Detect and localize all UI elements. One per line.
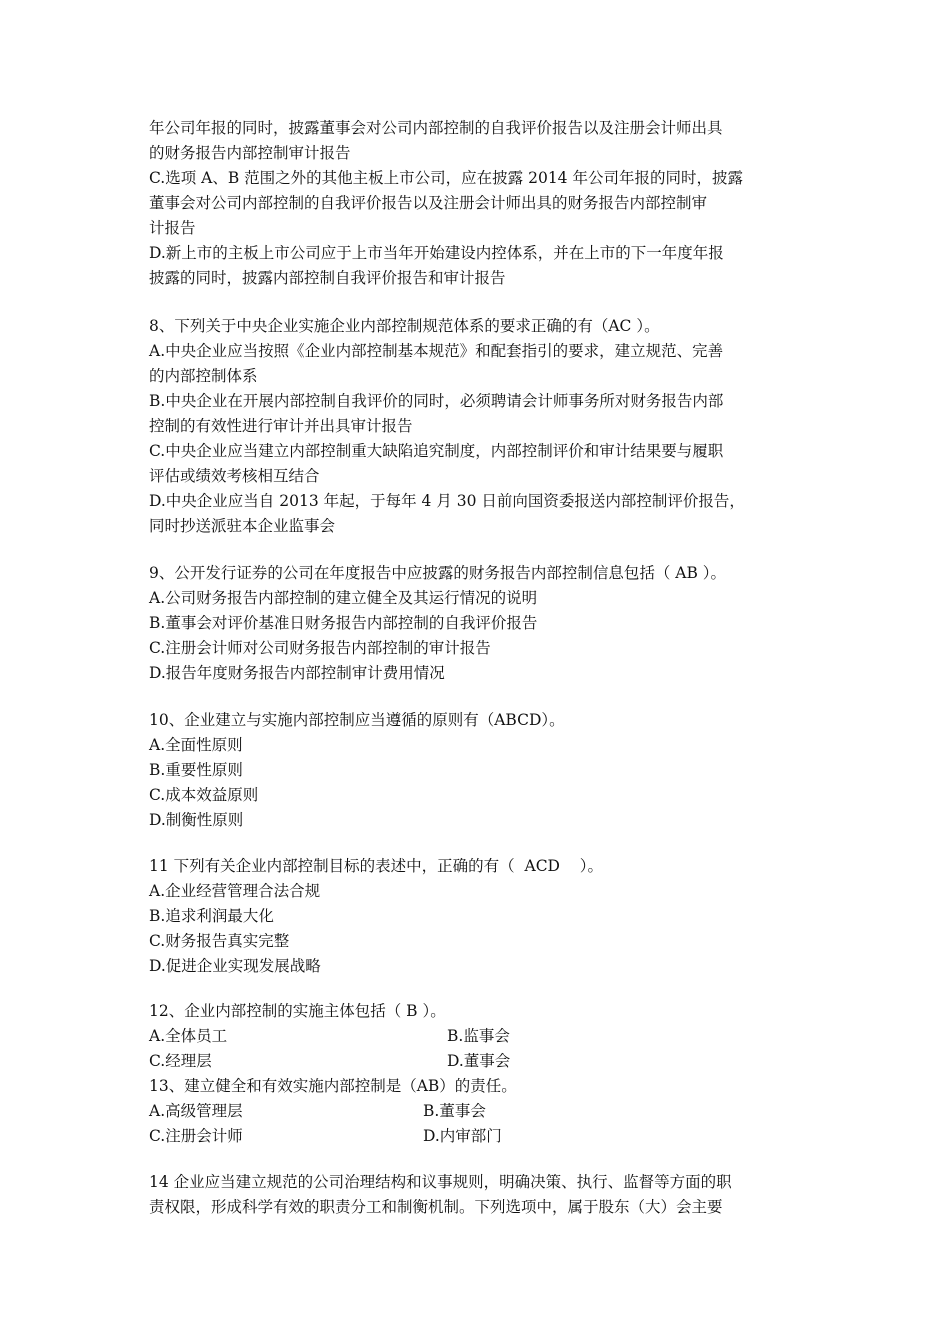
q11-option-a: A.企业经营管理合法合规 bbox=[149, 882, 321, 900]
q7-option-d-line-2: 披露的同时，披露内部控制自我评价报告和审计报告 bbox=[149, 269, 506, 287]
q7-text-line-1: 年公司年报的同时，披露董事会对公司内部控制的自我评价报告以及注册会计师出具 bbox=[149, 119, 723, 137]
q13-option-b: B.董事会 bbox=[423, 1102, 486, 1120]
q13-option-c: C.注册会计师 bbox=[149, 1127, 243, 1145]
q11-option-d: D.促进企业实现发展战略 bbox=[149, 957, 321, 975]
q10-option-c: C.成本效益原则 bbox=[149, 786, 259, 804]
q8-option-b-line-2: 控制的有效性进行审计并出具审计报告 bbox=[149, 417, 413, 435]
q8-option-a-line-2: 的内部控制体系 bbox=[149, 367, 258, 385]
q8-option-c-line-1: C.中央企业应当建立内部控制重大缺陷追究制度，内部控制评价和审计结果要与履职 bbox=[149, 442, 724, 460]
q14-question-line-1: 14 企业应当建立规范的公司治理结构和议事规则，明确决策、执行、监督等方面的职 bbox=[149, 1173, 732, 1191]
q11-question: 11 下列有关企业内部控制目标的表述中，正确的有（ ACD ）。 bbox=[149, 857, 603, 875]
q7-text-line-2: 的财务报告内部控制审计报告 bbox=[149, 144, 351, 162]
q7-option-d-line-1: D.新上市的主板上市公司应于上市当年开始建设内控体系，并在上市的下一年度年报 bbox=[149, 244, 724, 262]
q9-option-c: C.注册会计师对公司财务报告内部控制的审计报告 bbox=[149, 639, 491, 657]
q13-option-a: A.高级管理层 bbox=[149, 1102, 243, 1120]
q10-question: 10、企业建立与实施内部控制应当遵循的原则有（ABCD）。 bbox=[149, 711, 565, 729]
q7-option-c-line-3: 计报告 bbox=[149, 219, 196, 237]
q14-question-line-2: 责权限，形成科学有效的职责分工和制衡机制。下列选项中，属于股东（大）会主要 bbox=[149, 1198, 723, 1216]
q8-option-d-line-1: D.中央企业应当自 2013 年起，于每年 4 月 30 日前向国资委报送内部控制评价报告， bbox=[149, 492, 745, 510]
q7-option-c-line-1: C.选项 A、B 范围之外的其他主板上市公司，应在披露 2014 年公司年报的同时，披露 bbox=[149, 169, 743, 187]
q8-question: 8、下列关于中央企业实施企业内部控制规范体系的要求正确的有（AC ）。 bbox=[149, 317, 660, 335]
q9-question: 9、公开发行证券的公司在年度报告中应披露的财务报告内部控制信息包括（ AB ）。 bbox=[149, 564, 727, 582]
q12-option-d: D.董事会 bbox=[447, 1052, 511, 1070]
q10-option-a: A.全面性原则 bbox=[149, 736, 243, 754]
q9-option-a: A.公司财务报告内部控制的建立健全及其运行情况的说明 bbox=[149, 589, 538, 607]
q12-option-b: B.监事会 bbox=[447, 1027, 510, 1045]
q12-question: 12、企业内部控制的实施主体包括（ B ）。 bbox=[149, 1002, 446, 1020]
q12-option-a: A.全体员工 bbox=[149, 1027, 228, 1045]
q13-option-d: D.内审部门 bbox=[423, 1127, 502, 1145]
q10-option-d: D.制衡性原则 bbox=[149, 811, 244, 829]
q11-option-b: B.追求利润最大化 bbox=[149, 907, 274, 925]
q8-option-a-line-1: A.中央企业应当按照《企业内部控制基本规范》和配套指引的要求，建立规范、完善 bbox=[149, 342, 724, 360]
q10-option-b: B.重要性原则 bbox=[149, 761, 243, 779]
q8-option-b-line-1: B.中央企业在开展内部控制自我评价的同时，必须聘请会计师事务所对财务报告内部 bbox=[149, 392, 724, 410]
q9-option-b: B.董事会对评价基准日财务报告内部控制的自我评价报告 bbox=[149, 614, 538, 632]
q12-option-c: C.经理层 bbox=[149, 1052, 212, 1070]
q11-option-c: C.财务报告真实完整 bbox=[149, 932, 290, 950]
q9-option-d: D.报告年度财务报告内部控制审计费用情况 bbox=[149, 664, 445, 682]
q8-option-d-line-2: 同时抄送派驻本企业监事会 bbox=[149, 517, 336, 535]
q7-option-c-line-2: 董事会对公司内部控制的自我评价报告以及注册会计师出具的财务报告内部控制审 bbox=[149, 194, 708, 212]
q8-option-c-line-2: 评估或绩效考核相互结合 bbox=[149, 467, 320, 485]
q13-question: 13、建立健全和有效实施内部控制是（AB）的责任。 bbox=[149, 1077, 517, 1095]
